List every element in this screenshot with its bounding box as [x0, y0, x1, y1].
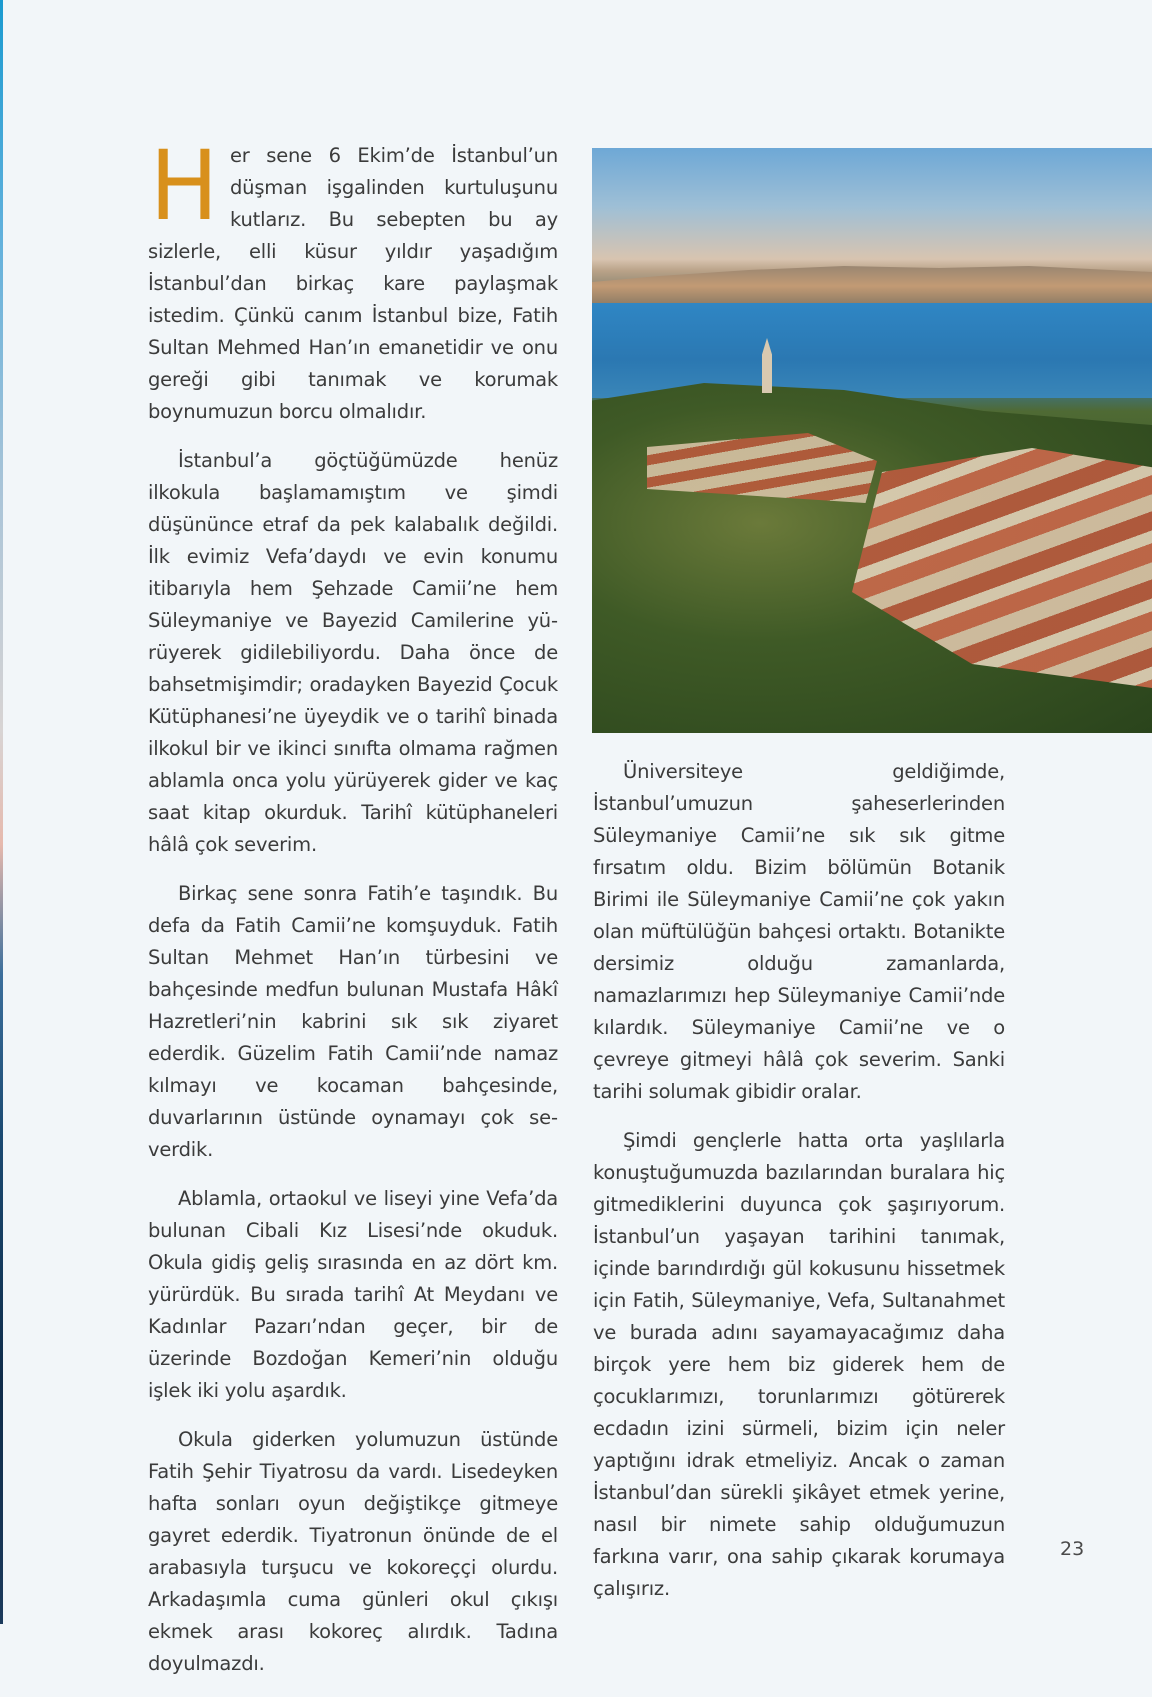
article-paragraph: Şimdi gençlerle hatta orta yaşlılarla konuştuğumuzda bazılarından buralara hiç gitmediklerini duyunca çok şaşırıyorum. İstanbul’un yaşayan tarihini tanımak, içinde barındırdığı gül kokusunu hissetmek için Fatih, Süleymaniye, Vefa, Sultanahmet ve burada adını sayamayacağımız daha birçok yere hem biz giderek hem de çocuklarımızı, torunlarımızı götürerek ecdadın izini sürmeli, bizim için neler yaptığını idrak etmeliyiz. Ancak o zaman İstanbul’dan sürekli şikâyet etmek yerine, nasıl bir nimete sahip olduğumuzun farkına varır, ona sahip çıkarak korumaya çalışırız. — [593, 1129, 1005, 1600]
article-paragraph: Her sene 6 Ekim’de İstanbul’un düşman işgalinden kurtuluşunu kutlarız. Bu sebepten bu ay sizlerle, elli küsur yıldır yaşadığım İstanbul’dan birkaç kare paylaşmak istedim. Çünkü canım İstanbul bize, Fatih Sultan Mehmed Han’ın emanetidir ve onu gereği gibi tanımak ve korumak boynumuzun borcu olmalıdır. — [148, 130, 558, 423]
article-paragraph: İstanbul’a göçtüğümüzde henüz ilkokula başlamamıştım ve şimdi düşününce etraf da pek kalabalık değildi. İlk evimiz Vefa’daydı ve evin konumu itibarıyla hem Şehzade Camii’ne hem Süleymaniye ve Bayezid Camilerine yürüyerek gidilebiliyordu. Daha önce de bahsetmişimdir; oradayken Bayezid Çocuk Kütüphanesi’ne üyeydik ve o tarihî binada ilkokul bir ve ikinci sınıfta olmama rağmen ablamla onca yolu yürüyerek gider ve kaç saat kitap okurduk. Tarihî kütüphaneleri hâlâ çok severim. — [148, 449, 558, 856]
article-right-column — [593, 756, 1005, 1622]
page-edge-strip — [0, 0, 3, 1624]
photo-bosphorus — [592, 303, 1152, 398]
drop-cap: H — [149, 130, 219, 242]
article-paragraph: Birkaç sene sonra Fatih’e taşındık. Bu defa da Fatih Camii’ne komşuyduk. Fatih Sultan Mehmet Han’ın türbesini ve bahçesinde medfun bulunan Mustafa Hâkî Hazretleri’nin kabrini sık sık ziyaret ederdik. Güzelim Fatih Camii’nde namaz kılmayı ve kocaman bahçesinde, duvarlarının üstünde oynamayı çok severdik. — [148, 882, 558, 1161]
article-paragraph: Üniversiteye geldiğimde, İstanbul’umuzun şaheserlerinden Süleymaniye Camii’ne sık sık gitme fırsatım oldu. Bizim bölümün Botanik Birimi ile Süleymaniye Camii’ne çok yakın olan müftülüğün bahçesi ortaktı. Botanikte dersimiz olduğu zamanlarda, namazlarımızı hep Süleymaniye Camii’nde kılardık. Süleymaniye Camii’ne ve o çevreye gitmeyi hâlâ çok severim. Sanki tarihi solumak gibidir oralar. — [593, 760, 1005, 1103]
page-number: 23 — [1060, 1538, 1085, 1560]
article-paragraph: Okula giderken yolumuzun üstünde Fatih Şehir Tiyatrosu da vardı. Lisedeyken hafta sonları oyun değiştikçe gitmeye gayret ederdik. Tiyatronun önünde de el arabasıyla turşucu ve kokoreççi olurdu. Arkadaşımla cuma günleri okul çıkışı ekmek arası kokoreç alırdık. Tadına doyulmazdı. — [148, 1428, 558, 1675]
photo-city-skyline — [592, 266, 1152, 306]
istanbul-aerial-photo — [592, 148, 1152, 733]
article-left-column — [148, 130, 558, 1697]
article-paragraph: Ablamla, ortaokul ve liseyi yine Vefa’da bulunan Cibali Kız Lisesi’nde okuduk. Okula gidiş geliş sırasında en az dört km. yürürdük. Bu sırada tarihî At Meydanı ve Kadınlar Pazarı’ndan geçer, bir de üzerinde Bozdoğan Kemeri’nin olduğu işlek iki yolu aşardık. — [148, 1187, 558, 1402]
